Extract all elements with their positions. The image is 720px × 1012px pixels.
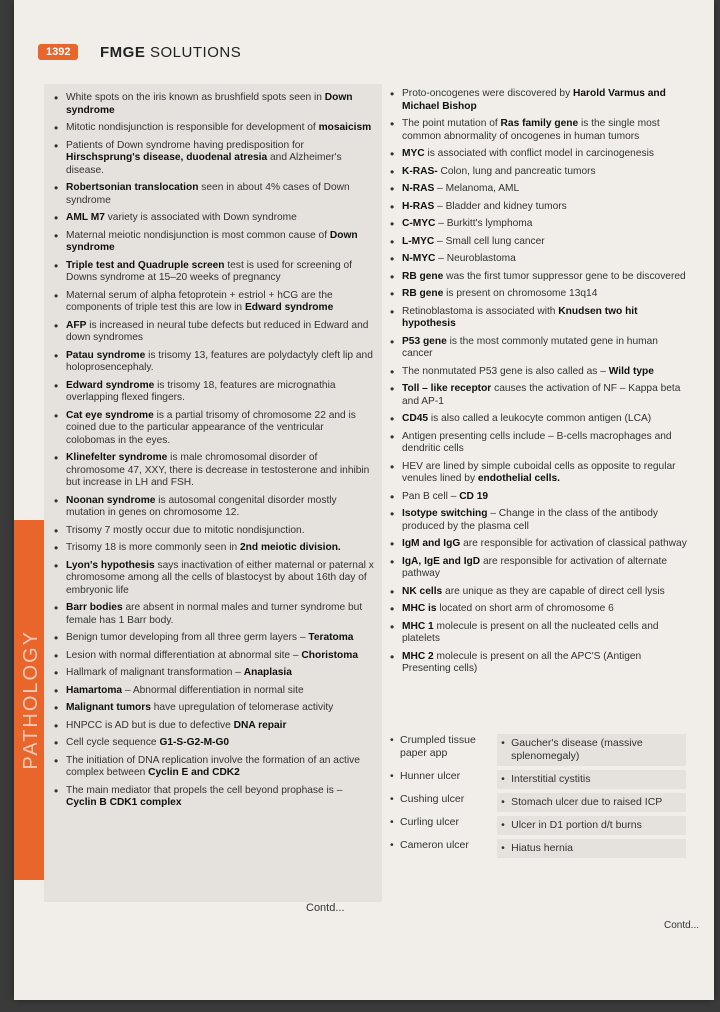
bullet-item: • P53 gene is the most commonly mutated gene in human cancer [390,336,690,361]
bullet-item: • Lesion with normal differentiation at abnormal site – Choristoma [54,650,374,663]
bullet-item: • AML M7 variety is associated with Down syndrome [54,212,374,225]
bullet-item: • Edward syndrome is trisomy 18, features are micrognathia overlapping flexed fingers. [54,380,374,405]
table-cell-term: • Cushing ulcer [390,793,491,812]
table-cell-meaning: • Stomach ulcer due to raised ICP [497,793,686,812]
table-cell-term: • Curling ulcer [390,816,491,835]
bullet-item: • Isotype switching – Change in the class of the antibody produced by the plasma cell [390,508,690,533]
bullet-item: • Hallmark of malignant transformation – Anaplasia [54,667,374,680]
bullet-item: • Patients of Down syndrome having predisposition for Hirschsprung's disease, duodenal atresia and Alzheimer's disease. [54,140,374,178]
left-bullet-list [54,92,374,810]
bullet-item: • AFP is increased in neural tube defects but reduced in Edward and down syndromes [54,320,374,345]
bullet-item: • MHC is located on short arm of chromosome 6 [390,603,690,616]
side-tab-label: PATHOLOGY [20,630,42,770]
bullet-item: • Toll – like receptor causes the activation of NF – Kappa beta and AP-1 [390,383,690,408]
bullet-item: • White spots on the iris known as brushfield spots seen in Down syndrome [54,92,374,117]
bullet-item: • CD45 is also called a leukocyte common antigen (LCA) [390,413,690,426]
bullet-item: • N-RAS – Melanoma, AML [390,183,690,196]
bullet-item: • Cat eye syndrome is a partial trisomy of chromosome 22 and is coined due to the particular appearance of the ventricular colobomas in the eyes. [54,410,374,448]
bullet-item: • The main mediator that propels the cell beyond prophase is – Cyclin B CDK1 complex [54,785,374,810]
left-column [44,84,382,902]
bullet-item: • N-MYC – Neuroblastoma [390,253,690,266]
table-cell-meaning: • Ulcer in D1 portion d/t burns [497,816,686,835]
bullet-item: • H-RAS – Bladder and kidney tumors [390,201,690,214]
bullet-item: • The nonmutated P53 gene is also called as – Wild type [390,366,690,379]
bullet-item: • Malignant tumors have upregulation of telomerase activity [54,702,374,715]
bullet-item: • Mitotic nondisjunction is responsible for development of mosaicism [54,122,374,135]
bullet-item: • Cell cycle sequence G1-S-G2-M-G0 [54,737,374,750]
bullet-item: • Retinoblastoma is associated with Knudsen two hit hypothesis [390,306,690,331]
bullet-item: • Pan B cell – CD 19 [390,491,690,504]
table-row [390,734,686,766]
bullet-item: • Proto-oncogenes were discovered by Harold Varmus and Michael Bishop [390,88,690,113]
bullet-item: • Noonan syndrome is autosomal congenital disorder mostly mutation in genes on chromosome 12. [54,495,374,520]
table-cell-meaning: • Hiatus hernia [497,839,686,858]
bullet-item: • Robertsonian translocation seen in about 4% cases of Down syndrome [54,182,374,207]
table-row [390,770,686,789]
bullet-item: • Klinefelter syndrome is male chromosomal disorder of chromosome 47, XXY, there is decrease in testosterone and inhibin but increase in LH and FSH. [54,452,374,490]
bullet-item: • C-MYC – Burkitt's lymphoma [390,218,690,231]
bullet-item: • Barr bodies are absent in normal males and turner syndrome but female has 1 Barr body. [54,602,374,627]
bullet-item: • NK cells are unique as they are capable of direct cell lysis [390,586,690,599]
contd-left: Contd... [306,902,345,914]
bullet-item: • Trisomy 18 is more commonly seen in 2nd meiotic division. [54,542,374,555]
book-title: FMGE SOLUTIONS [100,44,242,61]
bullet-item: • IgM and IgG are responsible for activation of classical pathway [390,538,690,551]
bullet-item: • IgA, IgE and IgD are responsible for activation of alternate pathway [390,556,690,581]
bullet-item: • Antigen presenting cells include – B-cells macrophages and dendritic cells [390,431,690,456]
bullet-item: • Benign tumor developing from all three germ layers – Teratoma [54,632,374,645]
table-row [390,816,686,835]
bullet-item: • Patau syndrome is trisomy 13, features are polydactyly cleft lip and holoprosencephaly. [54,350,374,375]
bullet-item: • HNPCC is AD but is due to defective DNA repair [54,720,374,733]
bullet-item: • Trisomy 7 mostly occur due to mitotic nondisjunction. [54,525,374,538]
page-number: 1392 [38,44,78,60]
table-cell-meaning: • Interstitial cystitis [497,770,686,789]
right-bullet-list [390,88,690,676]
page-header [38,40,698,70]
bullet-item: • L-MYC – Small cell lung cancer [390,236,690,249]
bullet-item: • MHC 1 molecule is present on all the nucleated cells and platelets [390,621,690,646]
bullet-item: • Triple test and Quadruple screen test is used for screening of Downs syndrome at 15–20 weeks of pregnancy [54,260,374,285]
right-column [386,84,694,681]
bullet-item: • Hamartoma – Abnormal differentiation in normal site [54,685,374,698]
bullet-item: • HEV are lined by simple cuboidal cells as opposite to regular venules lined by endothelial cells. [390,461,690,486]
ulcer-table [390,734,686,862]
table-cell-term: • Cameron ulcer [390,839,491,858]
table-cell-term: • Crumpled tissue paper app [390,734,491,766]
bullet-item: • MHC 2 molecule is present on all the APC'S (Antigen Presenting cells) [390,651,690,676]
bullet-item: • RB gene is present on chromosome 13q14 [390,288,690,301]
textbook-page [14,0,714,1000]
bullet-item: • The point mutation of Ras family gene is the single most common abnormality of oncogenes in human tumors [390,118,690,143]
table-cell-meaning: • Gaucher's disease (massive splenomegaly) [497,734,686,766]
table-row [390,839,686,858]
bullet-item: • RB gene was the first tumor suppressor gene to be discovered [390,271,690,284]
bullet-item: • K-RAS- Colon, lung and pancreatic tumors [390,166,690,179]
bullet-item: • MYC is associated with conflict model in carcinogenesis [390,148,690,161]
table-cell-term: • Hunner ulcer [390,770,491,789]
bullet-item: • Maternal meiotic nondisjunction is most common cause of Down syndrome [54,230,374,255]
bullet-item: • Lyon's hypothesis says inactivation of either maternal or paternal x chromosome among all the cells of blastocyst by about 16th day of embryonic life [54,560,374,598]
contd-right: Contd... [664,920,700,931]
table-row [390,793,686,812]
bullet-item: • The initiation of DNA replication involve the formation of an active complex between Cyclin E and CDK2 [54,755,374,780]
bullet-item: • Maternal serum of alpha fetoprotein + estriol + hCG are the components of triple test this are low in Edward syndrome [54,290,374,315]
